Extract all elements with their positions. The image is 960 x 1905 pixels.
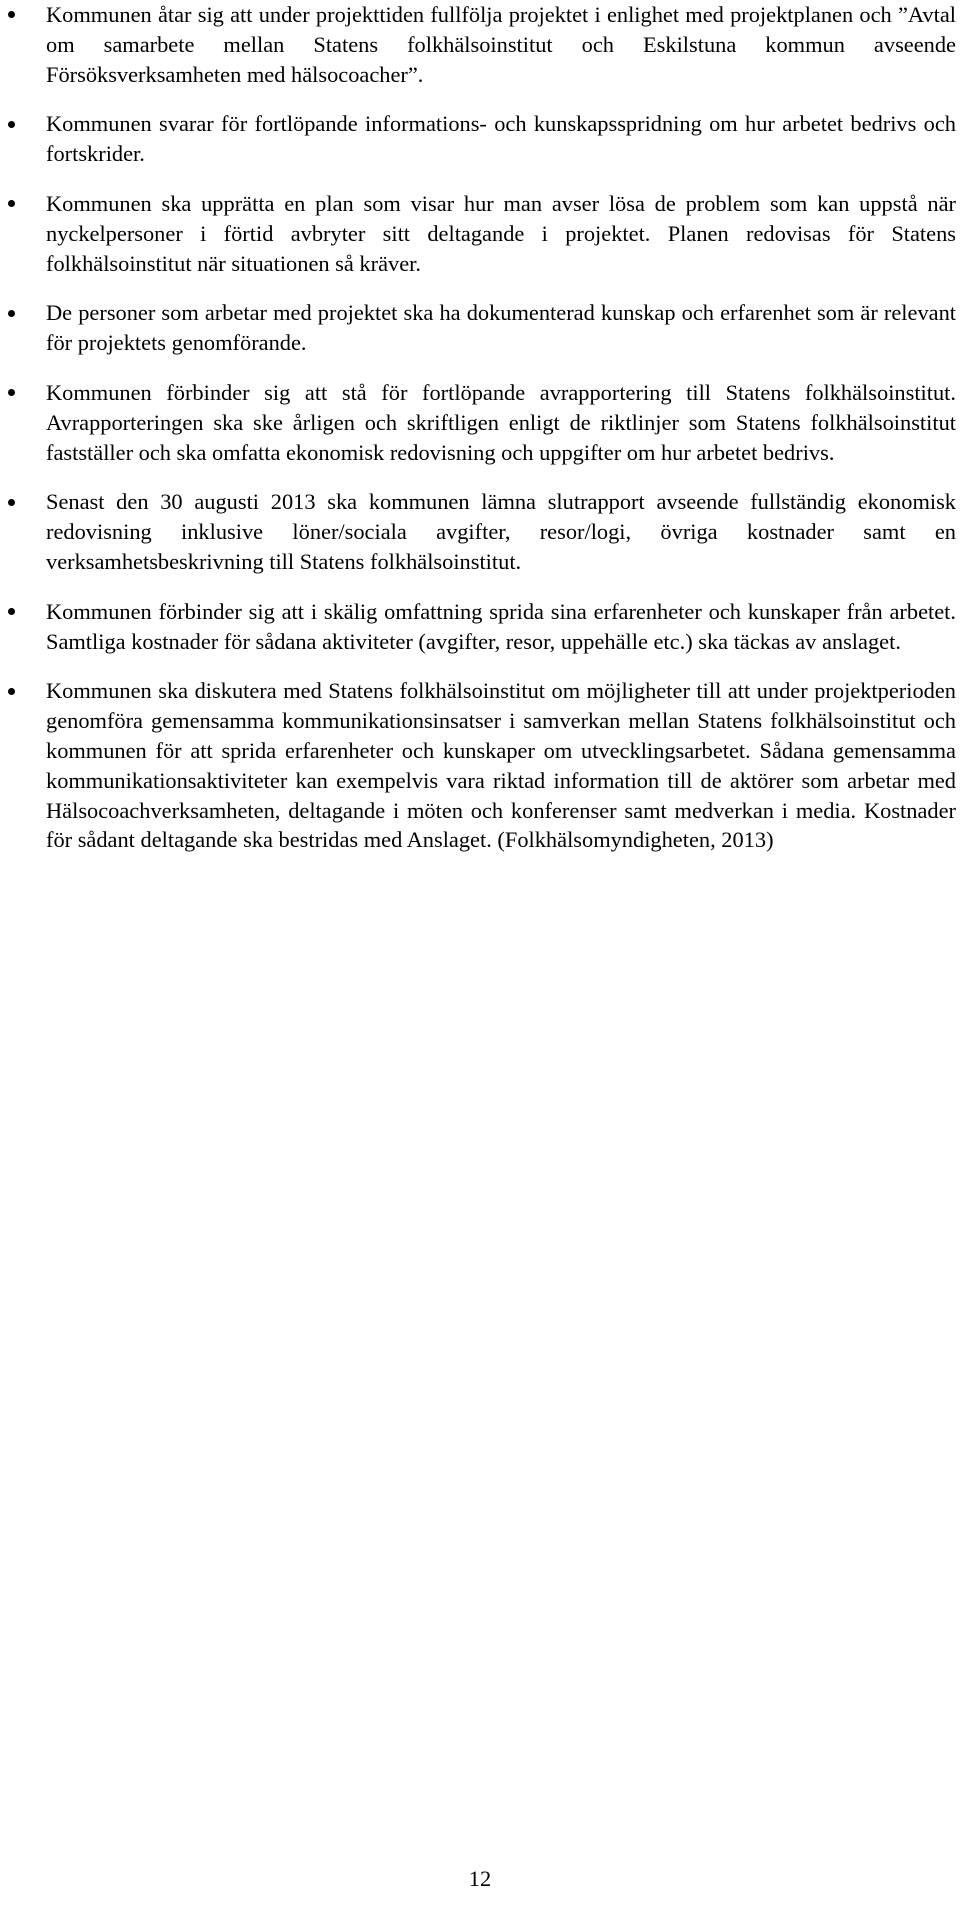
list-item-text: Kommunen ska diskutera med Statens folkhälsoinstitut om möjligheter till att under projektperioden genomföra gemensamma kommunikationsinsatser i samverkan mellan Statens folkhälsoinstitut och kommunen för att sprida erfarenheter och kunskaper om utvecklingsarbetet. Sådana gemensamma kommunikationsaktiviteter kan exempelvis vara riktad information till de aktörer som arbetar med Hälsocoachverksamheten, deltagande i möten och konferenser samt medverkan i media. Kostnader för sådant deltagande ska bestridas med Anslaget. (Folkhälsomyndigheten, 2013) [46,678,956,853]
bullet-list [46,0,956,875]
bullet-icon [5,676,17,706]
list-item-text: Kommunen förbinder sig att i skälig omfattning sprida sina erfarenheter och kunskaper från arbetet. Samtliga kostnader för sådana aktiviteter (avgifter, resor, uppehälle etc.) ska täckas av anslaget. [46,598,956,654]
page-number: 12 [468,1866,492,1891]
bullet-icon [5,189,17,219]
list-item-text: Kommunen åtar sig att under projekttiden fullfölja projektet i enlighet med projektplanen och ”Avtal om samarbete mellan Statens folkhälsoinstitut och Eskilstuna kommun avseende Försöksverksamheten med hälsocoacher”. [46,2,956,87]
list-item [46,109,956,169]
list-item [46,378,956,467]
bullet-icon [5,378,17,408]
list-item [46,298,956,358]
list-item-text: Kommunen svarar för fortlöpande informations- och kunskapsspridning om hur arbetet bedrivs och fortskrider. [46,111,956,167]
list-item [46,0,956,89]
bullet-icon [5,298,17,328]
list-item [46,597,956,657]
bullet-icon [5,109,17,139]
list-item-text: De personer som arbetar med projektet ska ha dokumenterad kunskap och erfarenhet som är relevant för projektets genomförande. [46,300,956,356]
bullet-icon [5,597,17,627]
list-item-text: Kommunen förbinder sig att stå för fortlöpande avrapportering till Statens folkhälsoinstitut. Avrapporteringen ska ske årligen och skriftligen enligt de riktlinjer som Statens folkhälsoinstitut fastställer och ska omfatta ekonomisk redovisning och uppgifter om hur arbetet bedrivs. [46,379,956,465]
list-item [46,487,956,576]
list-item [46,189,956,278]
list-item-text: Senast den 30 augusti 2013 ska kommunen lämna slutrapport avseende fullständig ekonomisk redovisning inklusive löner/sociala avgifter, resor/logi, övriga kostnader samt en verksamhetsbeskrivning till Statens folkhälsoinstitut. [46,489,956,574]
bullet-icon [5,487,17,517]
list-item [46,676,956,855]
bullet-icon [5,0,17,30]
list-item-text: Kommunen ska upprätta en plan som visar hur man avser lösa de problem som kan uppstå när nyckelpersoner i förtid avbryter sitt deltagande i projektet. Planen redovisas för Statens folkhälsoinstitut när situationen så kräver. [46,190,956,276]
